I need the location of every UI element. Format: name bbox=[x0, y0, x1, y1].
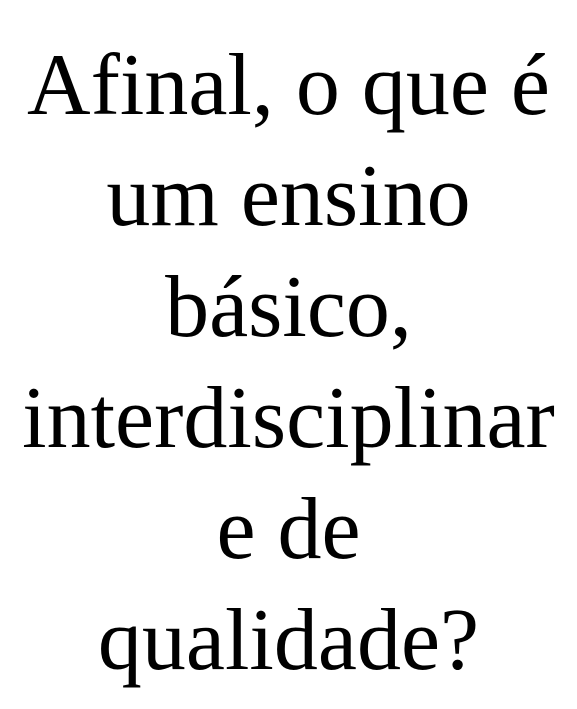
headline-question bbox=[0, 30, 577, 696]
headline-line-6: qualidade? bbox=[97, 592, 480, 689]
headline-line-3: básico, bbox=[165, 259, 412, 356]
headline-line-5: e de bbox=[216, 481, 361, 578]
headline-line-2: um ensino bbox=[106, 148, 471, 245]
headline-line-4: interdisciplinar bbox=[22, 370, 555, 467]
headline-line-1: Afinal, o que é bbox=[27, 37, 550, 134]
